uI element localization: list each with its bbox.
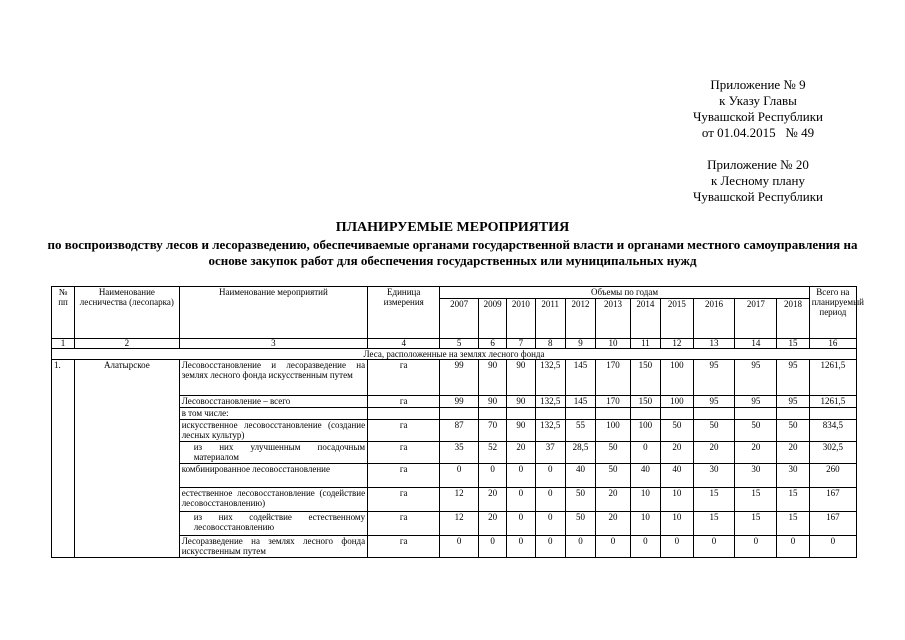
- column-index: 13: [693, 339, 735, 349]
- value-cell: 30: [693, 464, 735, 488]
- value-cell: [565, 408, 595, 420]
- annex-plan-line: Чувашской Республики: [692, 189, 824, 204]
- value-cell: 0: [535, 488, 565, 512]
- value-cell: 95: [777, 360, 809, 396]
- header-year: 2016: [693, 299, 735, 339]
- value-cell: 100: [661, 360, 693, 396]
- column-index: 15: [777, 339, 809, 349]
- value-cell: [507, 408, 535, 420]
- header-year: 2015: [661, 299, 693, 339]
- unit-cell: га: [368, 360, 440, 396]
- value-cell: 90: [507, 360, 535, 396]
- unit-cell: га: [368, 420, 440, 442]
- value-cell: 99: [440, 396, 479, 408]
- value-cell: 150: [630, 360, 660, 396]
- column-index: 5: [440, 339, 479, 349]
- value-cell: 40: [661, 464, 693, 488]
- value-cell: 0: [507, 536, 535, 558]
- value-cell: [535, 408, 565, 420]
- value-cell: 20: [661, 442, 693, 464]
- value-cell: 0: [479, 536, 507, 558]
- total-cell: 167: [809, 512, 856, 536]
- total-cell: 260: [809, 464, 856, 488]
- header-year: 2009: [479, 299, 507, 339]
- value-cell: [479, 408, 507, 420]
- value-cell: 55: [565, 420, 595, 442]
- value-cell: 50: [661, 420, 693, 442]
- value-cell: 145: [565, 396, 595, 408]
- total-cell: [809, 408, 856, 420]
- annex-main-line: к Указу Главы: [719, 93, 797, 108]
- value-cell: 50: [735, 420, 777, 442]
- unit-cell: га: [368, 396, 440, 408]
- total-cell: 1261,5: [809, 396, 856, 408]
- value-cell: 35: [440, 442, 479, 464]
- value-cell: 40: [630, 464, 660, 488]
- activity-name: искусственное лесовосстановление (создание лесных культур): [179, 420, 367, 442]
- value-cell: 20: [596, 488, 631, 512]
- value-cell: [661, 408, 693, 420]
- header-year: 2010: [507, 299, 535, 339]
- value-cell: 50: [596, 464, 631, 488]
- value-cell: 15: [693, 488, 735, 512]
- header-total: Всего на планируемый период: [809, 287, 856, 339]
- value-cell: 0: [565, 536, 595, 558]
- value-cell: 37: [535, 442, 565, 464]
- value-cell: 170: [596, 360, 631, 396]
- value-cell: 90: [507, 396, 535, 408]
- total-cell: 0: [809, 536, 856, 558]
- value-cell: 30: [735, 464, 777, 488]
- value-cell: 132,5: [535, 420, 565, 442]
- value-cell: 0: [479, 464, 507, 488]
- value-cell: 100: [630, 420, 660, 442]
- document-subtitle: по воспроизводству лесов и лесоразведению, обеспечиваемые органами государственной власти и органами местного самоуправления на основе закупок работ для обеспечения государственных или муниципальных нужд: [47, 237, 858, 268]
- value-cell: 0: [630, 536, 660, 558]
- value-cell: 20: [479, 488, 507, 512]
- value-cell: [440, 408, 479, 420]
- value-cell: 12: [440, 488, 479, 512]
- value-cell: 70: [479, 420, 507, 442]
- value-cell: 0: [777, 536, 809, 558]
- header-year: 2007: [440, 299, 479, 339]
- unit-cell: га: [368, 512, 440, 536]
- value-cell: 0: [596, 536, 631, 558]
- header-year: 2014: [630, 299, 660, 339]
- value-cell: 15: [777, 488, 809, 512]
- value-cell: 99: [440, 360, 479, 396]
- header-year: 2018: [777, 299, 809, 339]
- annex-plan-line: к Лесному плану: [710, 173, 805, 188]
- value-cell: 20: [693, 442, 735, 464]
- activity-name: Лесовосстановление и лесоразведение на землях лесного фонда искусственным путем: [179, 360, 367, 396]
- annex-plan-line: Приложение № 20: [707, 157, 809, 172]
- activity-name: естественное лесовосстановление (содействие лесовосстановлению): [179, 488, 367, 512]
- value-cell: [596, 408, 631, 420]
- value-cell: 132,5: [535, 360, 565, 396]
- value-cell: 15: [735, 512, 777, 536]
- value-cell: 10: [630, 488, 660, 512]
- value-cell: 90: [507, 420, 535, 442]
- total-cell: 302,5: [809, 442, 856, 464]
- value-cell: 90: [479, 360, 507, 396]
- unit-cell: [368, 408, 440, 420]
- value-cell: 30: [777, 464, 809, 488]
- value-cell: 28,5: [565, 442, 595, 464]
- header-forestry: Наименование лесничества (лесопарка): [75, 287, 180, 339]
- activity-name: Лесоразведение на землях лесного фонда искусственным путем: [179, 536, 367, 558]
- value-cell: 50: [565, 488, 595, 512]
- value-cell: 90: [479, 396, 507, 408]
- value-cell: 10: [661, 488, 693, 512]
- value-cell: 40: [565, 464, 595, 488]
- column-index: 11: [630, 339, 660, 349]
- value-cell: 95: [777, 396, 809, 408]
- value-cell: 20: [596, 512, 631, 536]
- header-year: 2013: [596, 299, 631, 339]
- forestry-name: Алатырское: [75, 360, 180, 558]
- value-cell: 0: [630, 442, 660, 464]
- value-cell: 100: [661, 396, 693, 408]
- value-cell: [777, 408, 809, 420]
- annex-main-block: [673, 77, 843, 141]
- column-index: 4: [368, 339, 440, 349]
- header-num: № пп: [52, 287, 75, 339]
- column-index: 9: [565, 339, 595, 349]
- annex-main-line: Чувашской Республики: [692, 109, 824, 124]
- column-index: 8: [535, 339, 565, 349]
- value-cell: 50: [693, 420, 735, 442]
- value-cell: 0: [535, 464, 565, 488]
- value-cell: 15: [735, 488, 777, 512]
- value-cell: 0: [661, 536, 693, 558]
- column-index: 12: [661, 339, 693, 349]
- value-cell: 20: [479, 512, 507, 536]
- value-cell: 0: [535, 512, 565, 536]
- document-title: ПЛАНИРУЕМЫЕ МЕРОПРИЯТИЯ: [335, 220, 570, 235]
- value-cell: [735, 408, 777, 420]
- unit-cell: га: [368, 464, 440, 488]
- value-cell: 145: [565, 360, 595, 396]
- section-header: Леса, расположенные на землях лесного фонда: [52, 349, 857, 360]
- value-cell: 95: [693, 360, 735, 396]
- value-cell: 50: [596, 442, 631, 464]
- value-cell: 12: [440, 512, 479, 536]
- column-index: 1: [52, 339, 75, 349]
- header-unit: Единица измерения: [368, 287, 440, 339]
- activity-name: из них содействие естественному лесовосстановлению: [179, 512, 367, 536]
- value-cell: 132,5: [535, 396, 565, 408]
- value-cell: 95: [693, 396, 735, 408]
- column-index: 16: [809, 339, 856, 349]
- value-cell: 0: [693, 536, 735, 558]
- total-cell: 167: [809, 488, 856, 512]
- column-index: 6: [479, 339, 507, 349]
- value-cell: [693, 408, 735, 420]
- value-cell: 0: [440, 464, 479, 488]
- column-index: 14: [735, 339, 777, 349]
- value-cell: 15: [693, 512, 735, 536]
- column-index: 7: [507, 339, 535, 349]
- value-cell: 0: [535, 536, 565, 558]
- value-cell: 0: [735, 536, 777, 558]
- activity-name: в том числе:: [179, 408, 367, 420]
- value-cell: 150: [630, 396, 660, 408]
- value-cell: 0: [507, 464, 535, 488]
- column-index: 3: [179, 339, 367, 349]
- total-cell: 834,5: [809, 420, 856, 442]
- unit-cell: га: [368, 442, 440, 464]
- activity-name: из них улучшенным посадочным материалом: [179, 442, 367, 464]
- value-cell: 50: [777, 420, 809, 442]
- value-cell: 0: [507, 488, 535, 512]
- row-number: 1.: [52, 360, 75, 558]
- column-index: 2: [75, 339, 180, 349]
- activities-table: [51, 286, 864, 558]
- value-cell: 170: [596, 396, 631, 408]
- value-cell: 20: [777, 442, 809, 464]
- value-cell: 95: [735, 360, 777, 396]
- header-year: 2017: [735, 299, 777, 339]
- value-cell: 50: [565, 512, 595, 536]
- value-cell: [630, 408, 660, 420]
- value-cell: 10: [630, 512, 660, 536]
- header-activity: Наименование мероприятий: [179, 287, 367, 339]
- header-year: 2012: [565, 299, 595, 339]
- activity-name: комбинированное лесовосстановление: [179, 464, 367, 488]
- annex-plan-block: [673, 157, 843, 205]
- value-cell: 95: [735, 396, 777, 408]
- column-index: 10: [596, 339, 631, 349]
- value-cell: 15: [777, 512, 809, 536]
- table-row: [52, 360, 857, 396]
- annex-main-line: от 01.04.2015 № 49: [701, 125, 815, 140]
- activity-name: Лесовосстановление – всего: [179, 396, 367, 408]
- value-cell: 0: [507, 512, 535, 536]
- value-cell: 10: [661, 512, 693, 536]
- header-year: 2011: [535, 299, 565, 339]
- value-cell: 20: [735, 442, 777, 464]
- value-cell: 100: [596, 420, 631, 442]
- unit-cell: га: [368, 488, 440, 512]
- header-volumes: Объемы по годам: [440, 287, 809, 299]
- value-cell: 87: [440, 420, 479, 442]
- value-cell: 52: [479, 442, 507, 464]
- unit-cell: га: [368, 536, 440, 558]
- value-cell: 20: [507, 442, 535, 464]
- total-cell: 1261,5: [809, 360, 856, 396]
- value-cell: 0: [440, 536, 479, 558]
- annex-main-line: Приложение № 9: [710, 77, 806, 92]
